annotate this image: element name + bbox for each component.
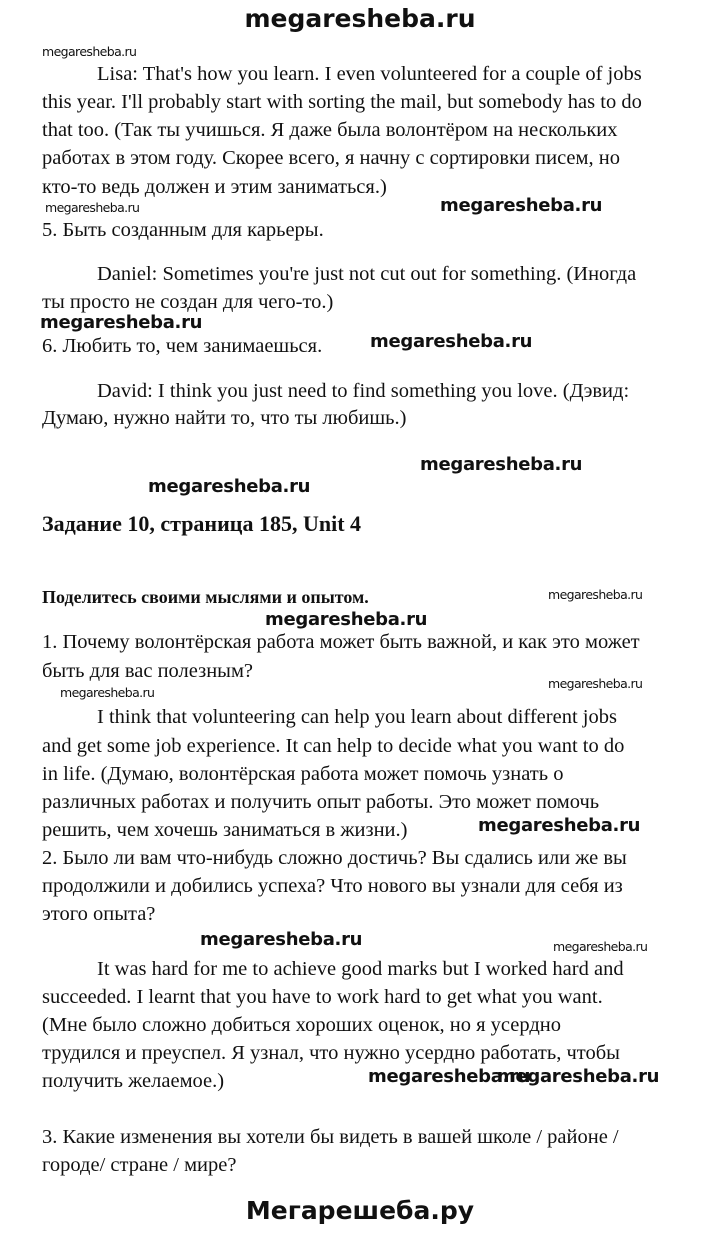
watermark: megaresheba.ru [553, 939, 648, 954]
text-line: решить, чем хочешь заниматься в жизни.) [42, 819, 408, 841]
text-line: получить желаемое.) [42, 1070, 225, 1092]
text-line: Думаю, нужно найти то, что ты любишь.) [42, 407, 407, 429]
text-line: It was hard for me to achieve good marks but I worked hard and [97, 958, 624, 980]
text-line: работах в этом году. Скорее всего, я начну с сортировки писем, но [42, 147, 620, 169]
text-line: 6. Любить то, чем занимаешься. [42, 335, 323, 357]
text-line: and get some job experience. It can help to decide what you want to do [42, 735, 625, 757]
site-header: megaresheba.ru [244, 4, 476, 33]
text-line: трудился и преуспел. Я узнал, что нужно усердно работать, чтобы [42, 1042, 620, 1064]
watermark: megaresheba.ru [440, 195, 603, 216]
watermark: megaresheba.ru [370, 331, 533, 352]
text-line: продолжили и добились успеха? Что нового вы узнали для себя из [42, 875, 623, 897]
watermark: megaresheba.ru [265, 609, 428, 630]
watermark: megaresheba.ru [548, 587, 643, 602]
watermark: megaresheba.ru [60, 685, 155, 700]
text-line: in life. (Думаю, волонтёрская работа может помочь узнать о [42, 763, 564, 785]
watermark: megaresheba.ru [368, 1066, 531, 1087]
heading: Поделитесь своими мыслями и опытом. [42, 587, 369, 607]
text-line: 1. Почему волонтёрская работа может быть важной, и как это может [42, 631, 640, 653]
text-line: ты просто не создан для чего-то.) [42, 291, 334, 313]
text-line: Daniel: Sometimes you're just not cut out for something. (Иногда [97, 263, 637, 285]
watermark: megaresheba.ru [40, 312, 203, 333]
text-line: 2. Было ли вам что-нибудь сложно достичь? Вы сдались или же вы [42, 847, 627, 869]
text-line: кто-то ведь должен и этим заниматься.) [42, 176, 387, 198]
watermark: megaresheba.ru [478, 815, 641, 836]
text-line: быть для вас полезным? [42, 660, 254, 682]
text-line: that too. (Так ты учишься. Я даже была волонтёром на нескольких [42, 119, 618, 141]
text-line: Lisa: That's how you learn. I even volunteered for a couple of jobs [97, 63, 642, 85]
text-line: David: I think you just need to find something you love. (Дэвид: [97, 380, 630, 402]
text-line: this year. I'll probably start with sorting the mail, but somebody has to do [42, 91, 642, 113]
text-line: городе/ стране / мире? [42, 1154, 237, 1176]
watermark: megaresheba.ru [548, 676, 643, 691]
watermark: megaresheba.ru [497, 1066, 660, 1087]
text-line: succeeded. I learnt that you have to work hard to get what you want. [42, 986, 603, 1008]
watermark: megaresheba.ru [148, 476, 311, 497]
text-line: различных работах и получить опыт работы. Это может помочь [42, 791, 600, 813]
text-line: I think that volunteering can help you learn about different jobs [97, 706, 617, 728]
watermark: megaresheba.ru [45, 200, 140, 215]
watermark: megaresheba.ru [420, 454, 583, 475]
site-footer: Мегарешеба.ру [245, 1196, 475, 1225]
watermark: megaresheba.ru [200, 929, 363, 950]
text-line: (Мне было сложно добиться хороших оценок, но я усердно [42, 1014, 562, 1036]
text-line: этого опыта? [42, 903, 156, 925]
watermark: megaresheba.ru [42, 44, 137, 59]
heading: Задание 10, страница 185, Unit 4 [42, 511, 362, 536]
text-line: 5. Быть созданным для карьеры. [42, 219, 324, 241]
text-line: 3. Какие изменения вы хотели бы видеть в вашей школе / районе / [42, 1126, 619, 1148]
